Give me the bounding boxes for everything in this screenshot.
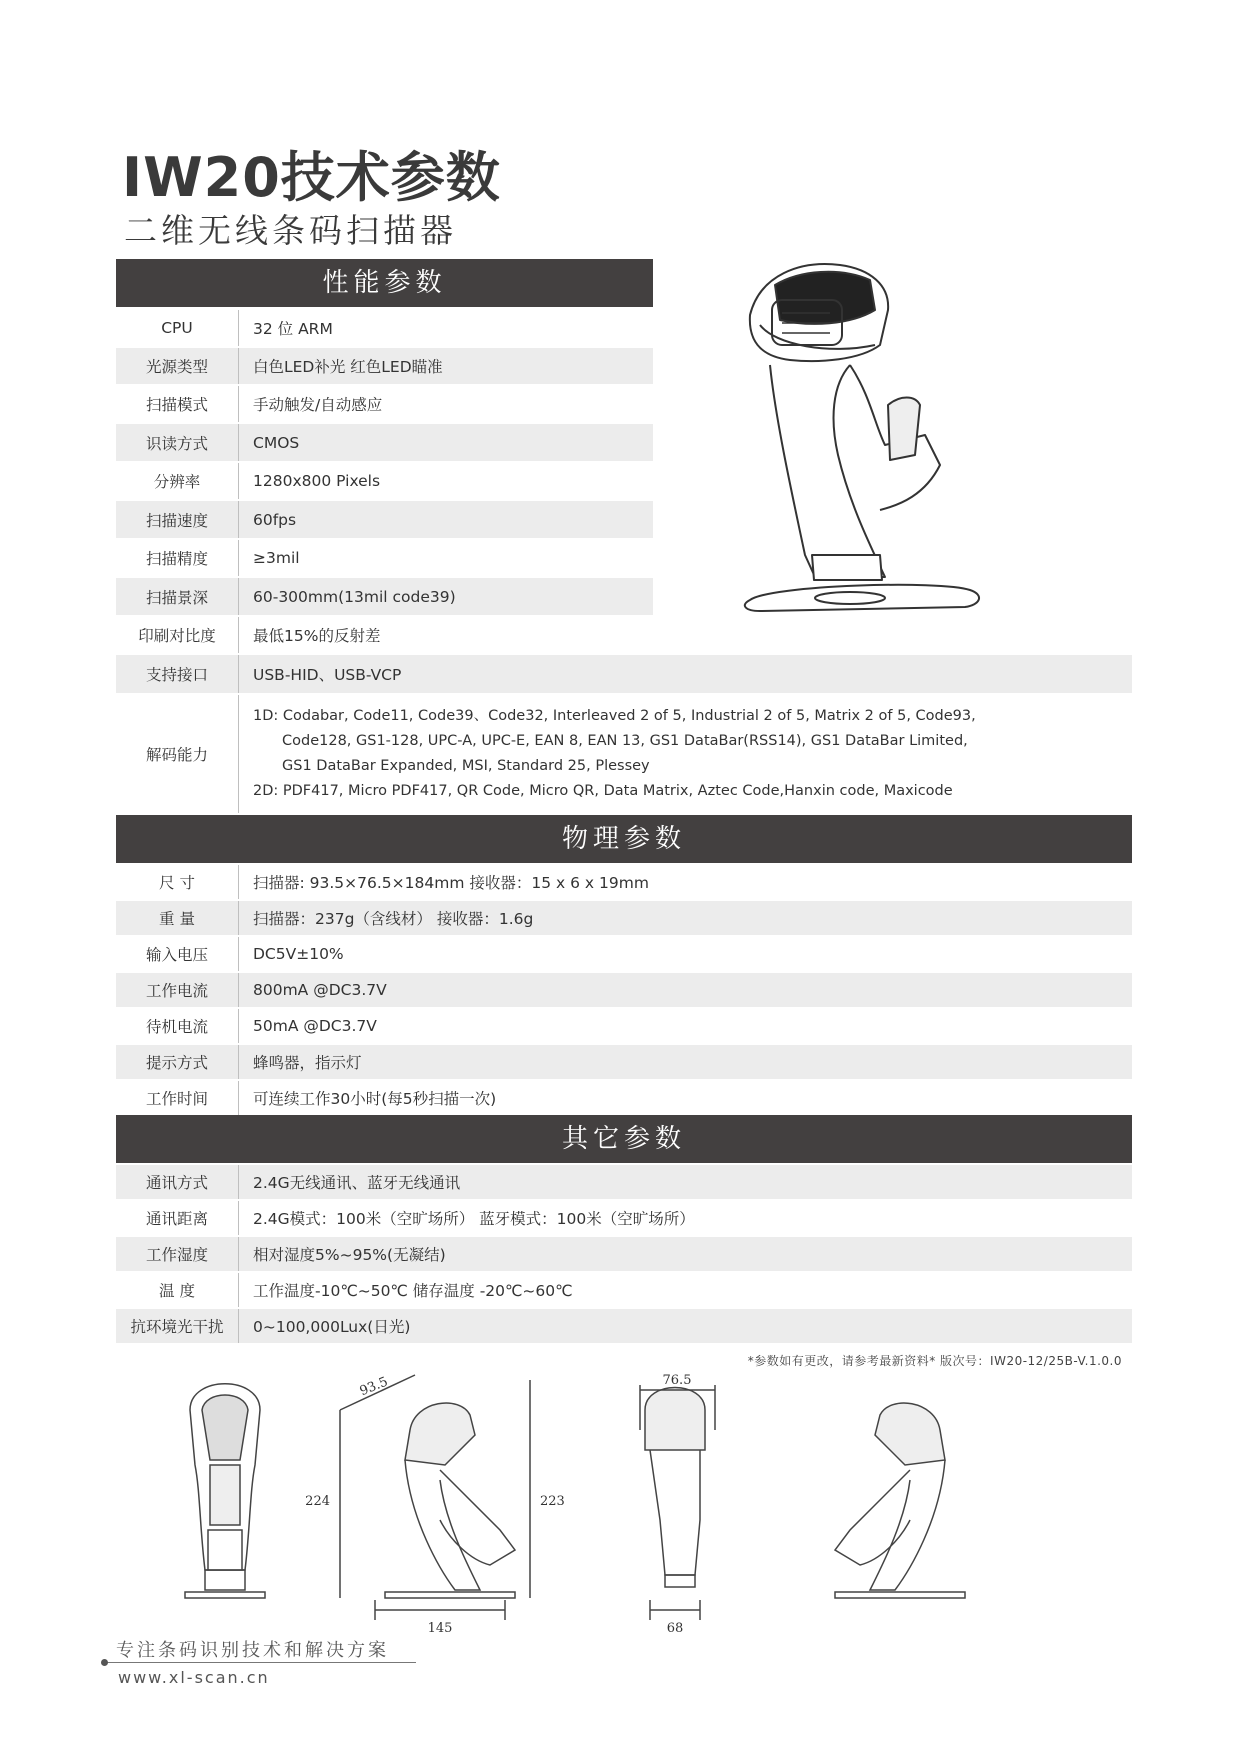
spec-label: CPU — [116, 310, 239, 346]
spec-row — [116, 386, 653, 422]
spec-row — [116, 463, 653, 499]
spec-label: 分辨率 — [116, 463, 239, 499]
spec-row-decode — [116, 695, 1132, 813]
spec-row — [116, 1165, 1132, 1199]
spec-label: 扫描景深 — [116, 578, 239, 615]
spec-value: 扫描器: 93.5×76.5×184mm 接收器：15 x 6 x 19mm — [253, 874, 649, 892]
spec-row — [116, 1309, 1132, 1343]
spec-label: 扫描精度 — [116, 540, 239, 576]
spec-value: 蜂鸣器，指示灯 — [253, 1054, 362, 1072]
footer-slogan: 专注条码识别技术和解决方案 — [116, 1640, 389, 1661]
spec-value: 32 位 ARM — [253, 320, 333, 338]
back-view-drawing — [185, 1384, 265, 1598]
spec-value: 2.4G无线通讯、蓝牙无线通讯 — [253, 1174, 461, 1192]
front-view-drawing — [640, 1385, 715, 1620]
dim-front-base: 68 — [666, 1621, 684, 1636]
spec-label: 工作电流 — [116, 973, 239, 1007]
dim-front-width: 76.5 — [662, 1373, 692, 1388]
spec-row — [116, 310, 653, 346]
spec-label: 印刷对比度 — [116, 617, 239, 653]
spec-row — [116, 578, 653, 615]
spec-label: 解码能力 — [116, 695, 239, 813]
spec-value: 800mA @DC3.7V — [253, 981, 387, 999]
spec-value: 50mA @DC3.7V — [253, 1017, 377, 1035]
spec-row — [116, 1273, 1132, 1307]
spec-value: 白色LED补光 红色LED瞄准 — [253, 358, 443, 376]
spec-label: 抗环境光干扰 — [116, 1309, 239, 1343]
spec-row — [116, 973, 1132, 1007]
dim-side-height-left: 224 — [305, 1494, 330, 1509]
section-header-other — [116, 1115, 1132, 1163]
spec-row — [116, 865, 1132, 899]
spec-value: ≥3mil — [253, 549, 300, 567]
side-view-drawing — [340, 1375, 530, 1620]
footer-divider — [104, 1662, 416, 1663]
spec-row — [116, 655, 1132, 693]
spec-row — [116, 617, 653, 653]
spec-row — [116, 540, 653, 576]
spec-label: 通讯距离 — [116, 1201, 239, 1235]
spec-label: 识读方式 — [116, 424, 239, 461]
spec-value: 可连续工作30小时(每5秒扫描一次) — [253, 1090, 497, 1108]
decode-list — [239, 700, 976, 808]
dimension-drawings — [170, 1370, 1090, 1640]
spec-row — [116, 1045, 1132, 1079]
spec-value: CMOS — [253, 433, 300, 452]
spec-label: 待机电流 — [116, 1009, 239, 1043]
scanner-product-image — [730, 255, 1010, 640]
spec-value: 最低15%的反射差 — [253, 627, 381, 645]
page-title: IW20技术参数 — [122, 146, 501, 209]
spec-label: 尺 寸 — [116, 865, 239, 899]
rear-side-view-drawing — [835, 1403, 965, 1598]
spec-value: 工作温度-10℃~50℃ 储存温度 -20℃~60℃ — [253, 1282, 573, 1300]
section-title: 其它参数 — [561, 1124, 686, 1154]
dim-side-height-right: 223 — [540, 1494, 565, 1509]
spec-label: 温 度 — [116, 1273, 239, 1307]
decode-line: 2D: PDF417, Micro PDF417, QR Code, Micro QR, Data Matrix, Aztec Code,Hanxin code, Maxicode — [253, 783, 953, 799]
spec-value: 相对湿度5%~95%(无凝结) — [253, 1246, 446, 1264]
section-header-physical — [116, 815, 1132, 863]
page-subtitle: 二维无线条码扫描器 — [124, 211, 457, 250]
spec-label: 光源类型 — [116, 348, 239, 384]
spec-label: 工作湿度 — [116, 1237, 239, 1271]
spec-value: USB-HID、USB-VCP — [253, 666, 402, 684]
spec-row — [116, 501, 653, 538]
spec-label: 工作时间 — [116, 1081, 239, 1115]
spec-row — [116, 424, 653, 461]
spec-value: 0~100,000Lux(日光) — [253, 1318, 411, 1336]
spec-row — [116, 348, 653, 384]
spec-value: 60fps — [253, 510, 297, 529]
spec-row — [116, 1237, 1132, 1271]
spec-value: 扫描器：237g（含线材） 接收器：1.6g — [253, 910, 534, 928]
spec-label: 支持接口 — [116, 655, 239, 693]
spec-value: 2.4G模式：100米（空旷场所） 蓝牙模式：100米（空旷场所） — [253, 1210, 695, 1228]
decode-line: Code128, GS1-128, UPC-A, UPC-E, EAN 8, EAN 13, GS1 DataBar(RSS14), GS1 DataBar Limited, — [282, 733, 968, 749]
spec-label: 输入电压 — [116, 937, 239, 971]
spec-value: 60-300mm(13mil code39) — [253, 587, 456, 606]
spec-row — [116, 901, 1132, 935]
spec-row — [116, 937, 1132, 971]
footer-url: www.xl-scan.cn — [118, 1668, 270, 1687]
spec-row — [116, 1081, 1132, 1115]
spec-row — [116, 1009, 1132, 1043]
dim-side-base: 145 — [427, 1621, 453, 1636]
spec-value: DC5V±10% — [253, 945, 344, 963]
spec-row — [116, 1201, 1132, 1235]
decode-line: 1D: Codabar, Code11, Code39、Code32, Interleaved 2 of 5, Industrial 2 of 5, Matrix 2 of 5, Code93, — [253, 708, 976, 724]
section-title: 物理参数 — [561, 824, 686, 854]
footer-bullet — [101, 1659, 108, 1666]
revision-note: *参数如有更改，请参考最新资料* 版次号：IW20-12/25B-V.1.0.0 — [747, 1354, 1122, 1368]
dim-side-width: 93.5 — [357, 1374, 391, 1400]
spec-label: 提示方式 — [116, 1045, 239, 1079]
section-header-performance — [116, 259, 653, 307]
spec-label: 重 量 — [116, 901, 239, 935]
spec-label: 扫描速度 — [116, 501, 239, 538]
spec-value: 1280x800 Pixels — [253, 472, 381, 490]
decode-line: GS1 DataBar Expanded, MSI, Standard 25, Plessey — [282, 758, 650, 774]
section-title: 性能参数 — [322, 268, 447, 298]
spec-value: 手动触发/自动感应 — [253, 396, 383, 414]
spec-label: 扫描模式 — [116, 386, 239, 422]
spec-label: 通讯方式 — [116, 1165, 239, 1199]
